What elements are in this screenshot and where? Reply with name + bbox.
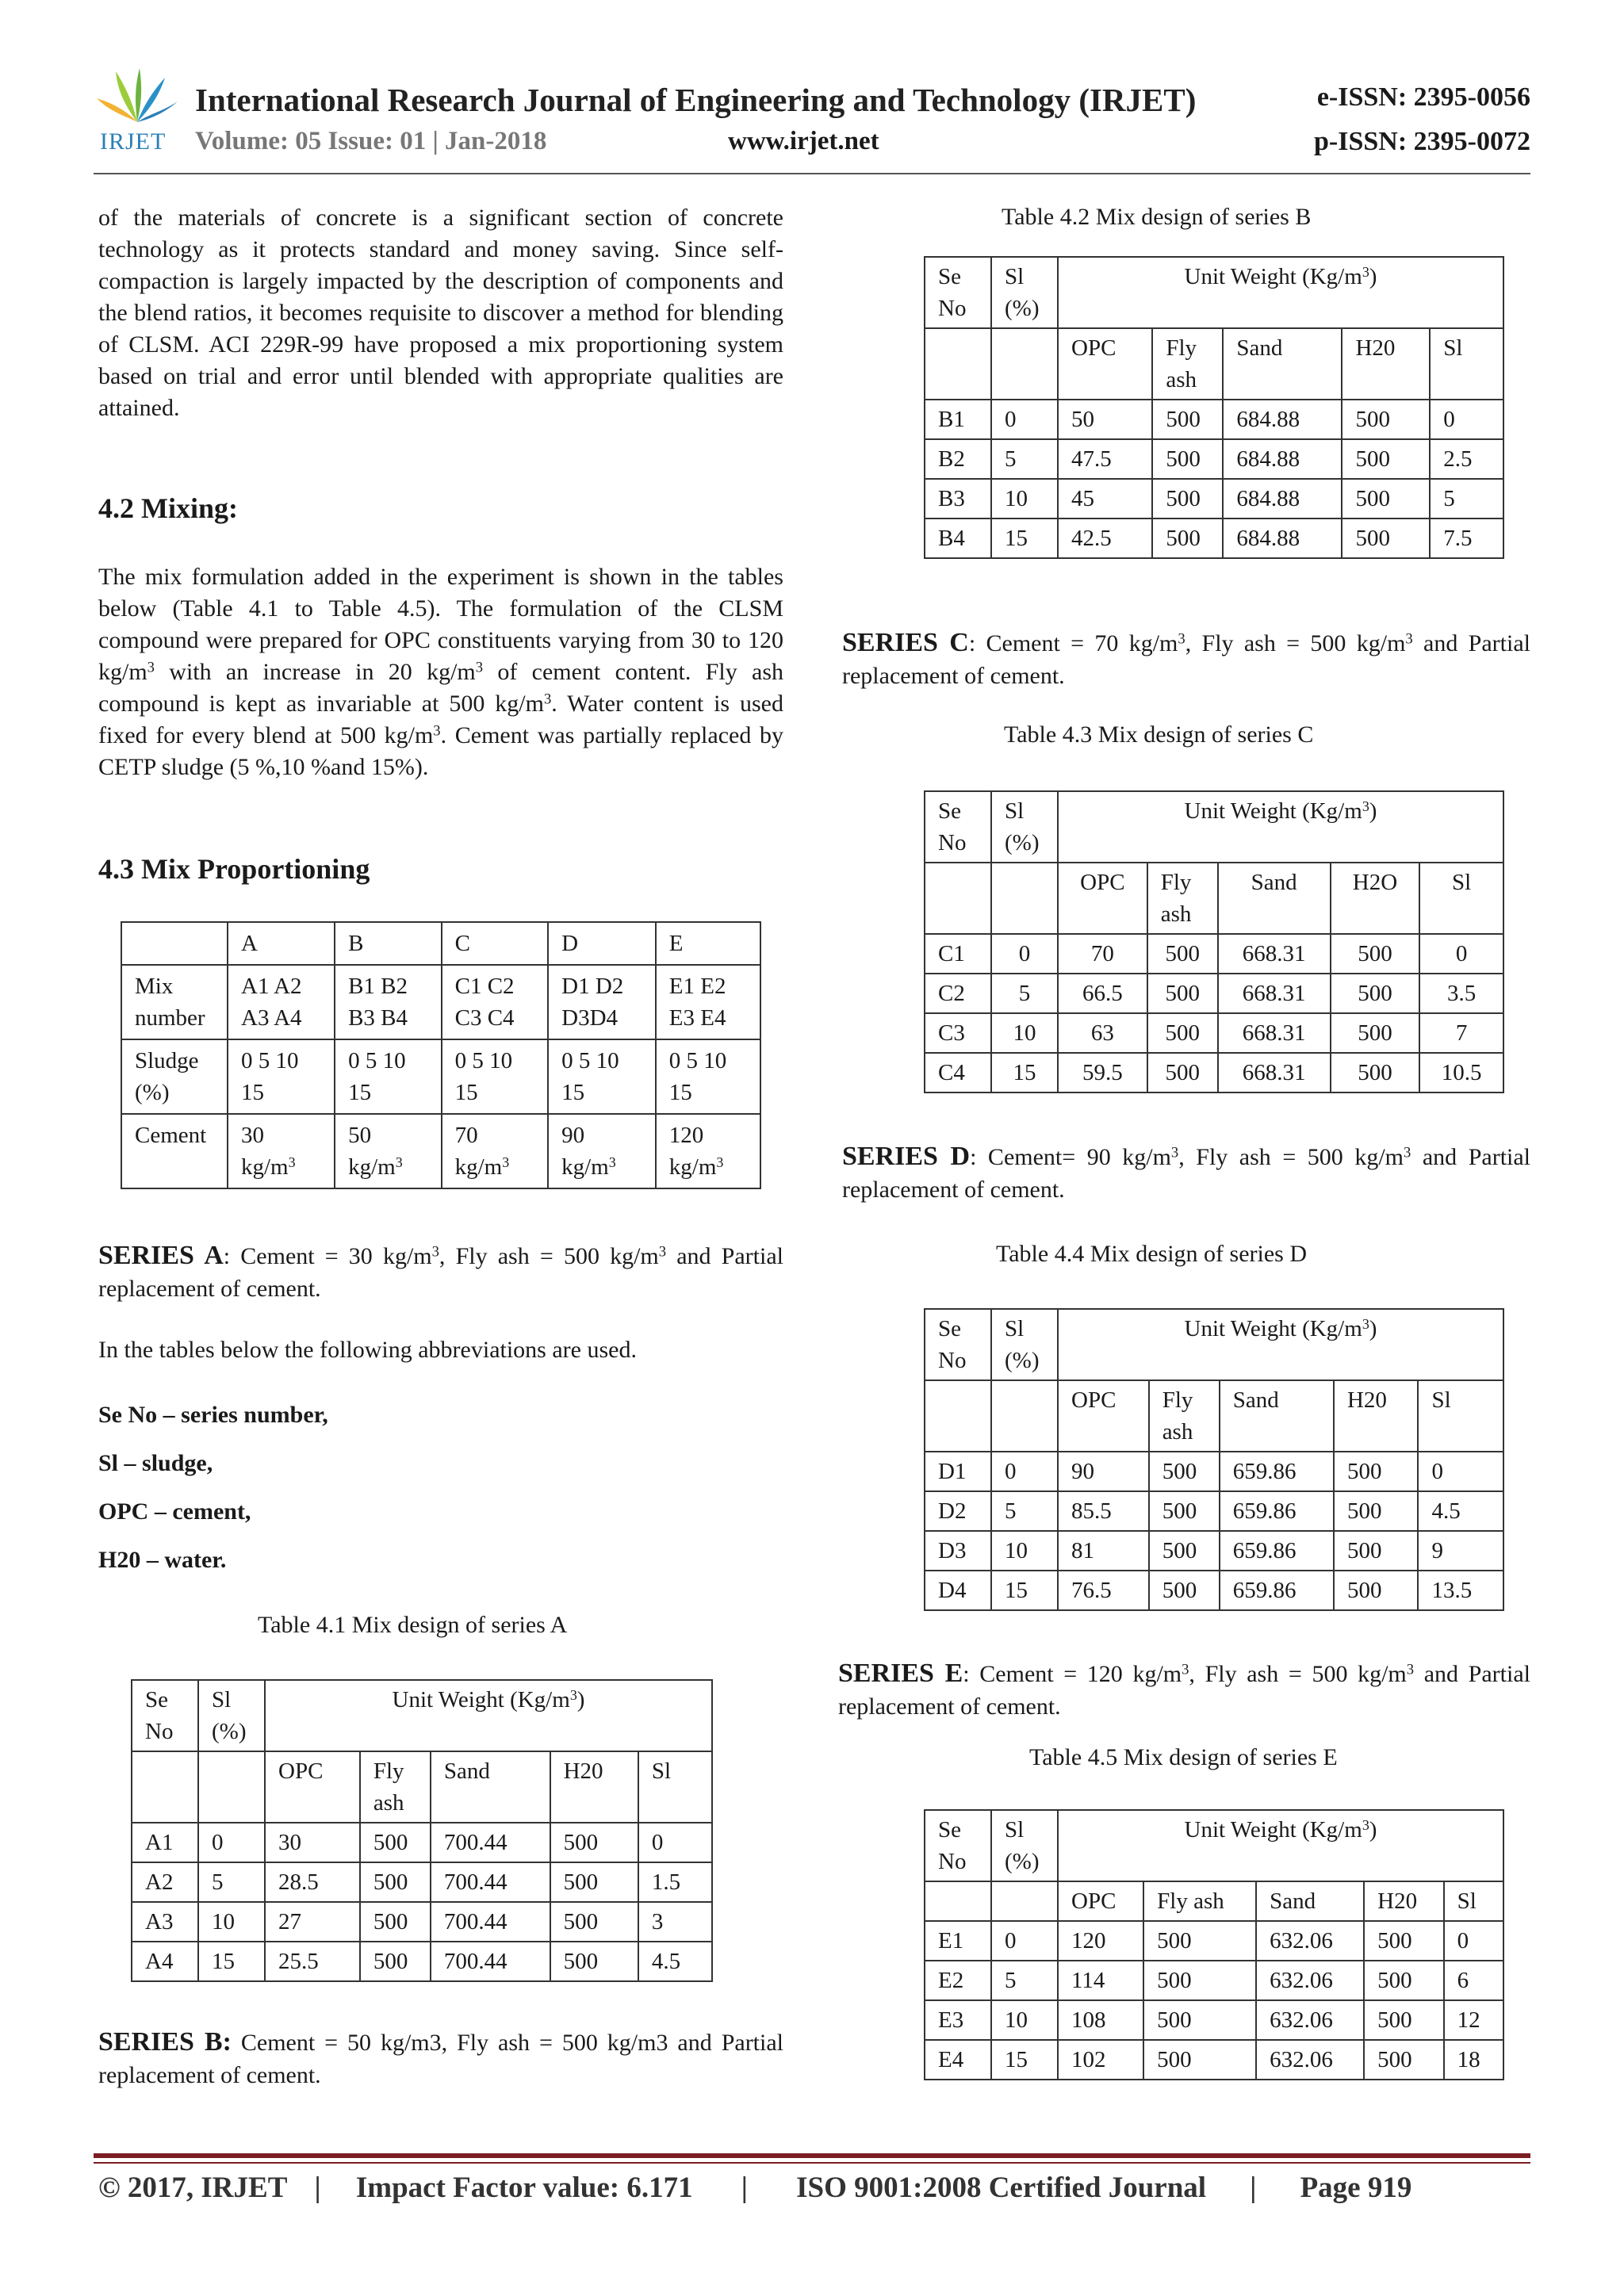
- table-row: D3 10 81 500 659.86 500 9: [925, 1531, 1503, 1571]
- footer-separator: |: [741, 2172, 748, 2204]
- table-row: B1 0 50 500 684.88 500 0: [925, 400, 1503, 439]
- table-subheader-row: OPC Fly ash Sand H2O Sl: [925, 863, 1503, 934]
- table-subheader-row: OPC Fly ash Sand H20 Sl: [925, 1881, 1503, 1921]
- caption-table-4-3: Table 4.3 Mix design of series C: [1004, 721, 1314, 748]
- table-header-row: Se No Sl (%) Unit Weight $(Kg/m^3)$: [925, 257, 1503, 328]
- heading-mix-proportioning: 4.3 Mix Proportioning: [98, 853, 370, 885]
- series-c-text: SERIES C: Cement = 70 $kg/m^3$, Fly ash = 500 $kg/m^3$ and Partial replacement of cement.: [842, 628, 1530, 689]
- footer-impact-factor: Impact Factor value: 6.171: [355, 2172, 693, 2204]
- caption-table-4-5: Table 4.5 Mix design of series E: [1029, 1744, 1338, 1770]
- table-row: B2 5 47.5 500 684.88 500 2.5: [925, 439, 1503, 479]
- caption-table-4-1: Table 4.1 Mix design of series A: [258, 1612, 568, 1638]
- series-a-text: SERIES A: Cement = 30 $kg/m^3$, Fly ash = 500 $kg/m^3$ and Partial replacement of cement.: [98, 1241, 783, 1302]
- table-row: A1 0 30 500 700.44 500 0: [132, 1823, 712, 1862]
- mixing-paragraph: The mix formulation added in the experiment is shown in the tables below (Table 4.1 to Table 4.5). The formulation of the CLSM compound were prepared for OPC constituents varying from 30 to 120 $kg/m^3$ with an increase in 20 $kg/m^3$ of cement content. Fly ash compound is kept as invariable at 500 $kg/m^3$. Water content is used fixed for every blend at 500 $kg/m^3$. Cement was partially replaced by CETP sludge (5 %,10 %and 15%).: [98, 564, 784, 780]
- table-header-row: Se No Sl (%) Unit Weight $(Kg/m^3)$: [925, 1309, 1503, 1380]
- heading-mixing: 4.2 Mixing:: [98, 492, 238, 524]
- table-row: D1 0 90 500 659.86 500 0: [925, 1452, 1503, 1491]
- table-row: B3 10 45 500 684.88 500 5: [925, 479, 1503, 519]
- footer-separator: |: [1250, 2172, 1257, 2204]
- table-row: B4 15 42.5 500 684.88 500 7.5: [925, 519, 1503, 558]
- e-issn: e-ISSN: 2395-0056: [1316, 82, 1530, 112]
- table-series-a: [131, 1679, 713, 1982]
- intro-paragraph: of the materials of concrete is a significant section of concrete technology as it protects standard and money saving. Since self-compaction is largely impacted by the description of components and the blend ratios, it becomes requisite to discover a method for blending of CLSM. ACI 229R-99 have proposed a mix proportioning system based on trial and error until blended with appropriate qualities are attained.: [98, 205, 783, 421]
- p-issn: p-ISSN: 2395-0072: [1314, 127, 1530, 156]
- abbr-cement: OPC – cement,: [98, 1498, 251, 1525]
- table-subheader-row: OPC Fly ash Sand H20 Sl: [132, 1751, 712, 1823]
- series-d-text: SERIES D: Cement= 90 $kg/m^3$, Fly ash = 500 $kg/m^3$ and Partial replacement of cement.: [842, 1142, 1531, 1203]
- logo-text: IRJET: [100, 128, 167, 155]
- footer-copyright: © 2017, IRJET: [98, 2172, 288, 2204]
- table-row: A4 15 25.5 500 700.44 500 4.5: [132, 1942, 712, 1981]
- table-row: D2 5 85.5 500 659.86 500 4.5: [925, 1491, 1503, 1531]
- table-row: A3 10 27 500 700.44 500 3: [132, 1902, 712, 1942]
- table-series-b: [924, 256, 1504, 559]
- footer-separator: |: [314, 2172, 321, 2204]
- volume-issue: Volume: 05 Issue: 01 | Jan-2018: [195, 127, 547, 155]
- table-row: C1 0 70 500 668.31 500 0: [925, 934, 1503, 974]
- table-row: E1 0 120 500 632.06 500 0: [925, 1921, 1503, 1961]
- table-header-row: Se No Sl (%) Unit Weight $(Kg/m^3)$: [925, 791, 1503, 863]
- table-row: A2 5 28.5 500 700.44 500 1.5: [132, 1862, 712, 1902]
- caption-table-4-4: Table 4.4 Mix design of series D: [996, 1241, 1307, 1267]
- table-row: Cement 30 $kg/m^3$ 50 $kg/m^3$ 70 $kg/m^3$ 90 $kg/m^3$ 120 $kg/m^3$: [121, 1114, 760, 1188]
- table-row: Mix number A1 A2 A3 A4 B1 B2 B3 B4 C1 C2 C3 C4 D1 D2 D3D4 E1 E2 E3 E4: [121, 965, 760, 1039]
- footer-page-number: Page 919: [1300, 2172, 1412, 2204]
- mix-proportion-table: [121, 921, 761, 1189]
- table-row: E2 5 114 500 632.06 500 6: [925, 1961, 1503, 2000]
- table-row: E3 10 108 500 632.06 500 12: [925, 2000, 1503, 2040]
- footer-divider-thin: [94, 2162, 1530, 2164]
- table-row: C3 10 63 500 668.31 500 7: [925, 1013, 1503, 1053]
- table-series-c: [924, 790, 1504, 1093]
- page-footer: [98, 2171, 1411, 2205]
- table-row: C4 15 59.5 500 668.31 500 10.5: [925, 1053, 1503, 1093]
- table-row: A B C D E: [121, 922, 760, 965]
- table-series-d: [924, 1308, 1504, 1611]
- website-link[interactable]: www.irjet.net: [728, 127, 879, 155]
- footer-iso: ISO 9001:2008 Certified Journal: [796, 2172, 1207, 2204]
- abbr-water: H20 – water.: [98, 1547, 227, 1573]
- abbreviations-intro: In the tables below the following abbreviations are used.: [98, 1337, 637, 1363]
- abbr-series-number: Se No – series number,: [98, 1402, 328, 1428]
- table-row: D4 15 76.5 500 659.86 500 13.5: [925, 1571, 1503, 1610]
- table-row: Sludge (%) 0 5 10 15 0 5 10 15 0 5 10 15 0 5 10 15 0 5 10 15: [121, 1039, 760, 1114]
- journal-title: International Research Journal of Engineering and Technology (IRJET): [195, 82, 1197, 118]
- table-header-row: Se No Sl (%) Unit Weight $(Kg/m^3)$: [925, 1810, 1503, 1881]
- journal-header: [94, 67, 1530, 170]
- table-row: C2 5 66.5 500 668.31 500 3.5: [925, 974, 1503, 1013]
- table-series-e: [924, 1809, 1504, 2080]
- series-e-text: SERIES E: Cement = 120 $kg/m^3$, Fly ash = 500 $kg/m^3$ and Partial replacement of cement.: [838, 1659, 1530, 1720]
- footer-divider-thick: [94, 2153, 1530, 2158]
- table-subheader-row: OPC Fly ash Sand H20 Sl: [925, 1380, 1503, 1452]
- caption-table-4-2: Table 4.2 Mix design of series B: [1002, 204, 1312, 230]
- table-row: E4 15 102 500 632.06 500 18: [925, 2040, 1503, 2080]
- table-subheader-row: OPC Fly ash Sand H20 Sl: [925, 328, 1503, 400]
- header-divider: [94, 173, 1530, 174]
- series-b-text: SERIES B: Cement = 50 kg/m3, Fly ash = 500 kg/m3 and Partial replacement of cement.: [98, 2027, 784, 2088]
- abbr-sludge: Sl – sludge,: [98, 1450, 213, 1476]
- table-header-row: Se No Sl (%) Unit Weight $(Kg/m^3)$: [132, 1680, 712, 1751]
